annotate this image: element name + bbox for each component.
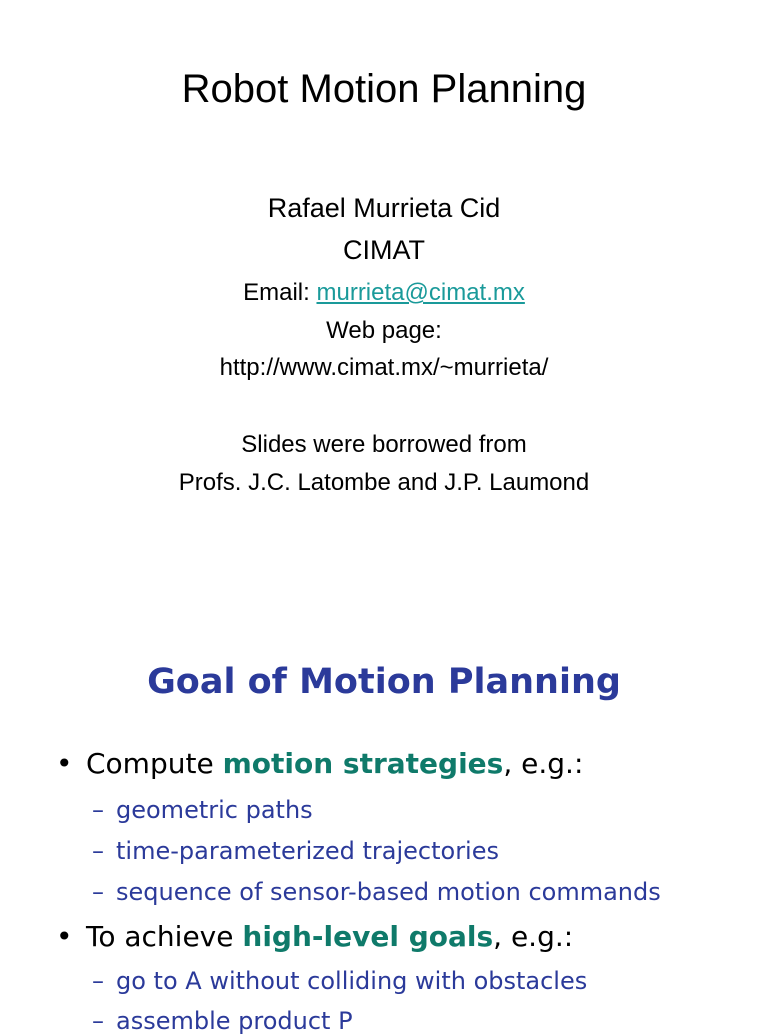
dash-marker: – bbox=[92, 837, 104, 865]
bullet-item bbox=[56, 746, 583, 782]
bullet-suffix: , e.g.: bbox=[503, 747, 584, 780]
webpage-url: http://www.cimat.mx/~murrieta/ bbox=[219, 354, 549, 381]
bullet-emphasis: motion strategies bbox=[222, 747, 504, 780]
institution: CIMAT bbox=[343, 235, 425, 265]
subitem bbox=[92, 966, 587, 996]
bullet-emphasis: high-level goals bbox=[242, 920, 494, 953]
email-link[interactable]: murrieta@cimat.mx bbox=[316, 279, 525, 306]
subitem bbox=[92, 795, 313, 825]
webpage-label: Web page: bbox=[326, 317, 442, 344]
subitem-text: assemble product P bbox=[116, 1007, 353, 1035]
bullet-prefix: To achieve bbox=[86, 920, 243, 953]
credit-line-1: Slides were borrowed from bbox=[241, 431, 527, 458]
dash-marker: – bbox=[92, 967, 104, 995]
bullet-prefix: Compute bbox=[86, 747, 223, 780]
bullet-suffix: , e.g.: bbox=[493, 920, 574, 953]
credit-line-2: Profs. J.C. Latombe and J.P. Laumond bbox=[178, 469, 590, 496]
subitem-text: geometric paths bbox=[116, 796, 313, 824]
subitem bbox=[92, 1006, 353, 1036]
subitem bbox=[92, 836, 499, 866]
bullet-marker: • bbox=[56, 747, 73, 780]
slide-title: Goal of Motion Planning bbox=[147, 662, 621, 702]
dash-marker: – bbox=[92, 1007, 104, 1035]
dash-marker: – bbox=[92, 796, 104, 824]
dash-marker: – bbox=[92, 878, 104, 906]
slide-title: Robot Motion Planning bbox=[181, 67, 587, 111]
bullet-item bbox=[56, 919, 573, 955]
author-name: Rafael Murrieta Cid bbox=[267, 193, 501, 223]
slide-2 bbox=[0, 640, 768, 1035]
bullet-marker: • bbox=[56, 920, 73, 953]
subitem-text: time-parameterized trajectories bbox=[116, 837, 499, 865]
email-line bbox=[0, 278, 768, 308]
subitem-text: go to A without colliding with obstacles bbox=[116, 967, 588, 995]
email-label: Email: bbox=[243, 279, 310, 306]
subitem bbox=[92, 877, 661, 907]
subitem-text: sequence of sensor-based motion commands bbox=[116, 878, 661, 906]
